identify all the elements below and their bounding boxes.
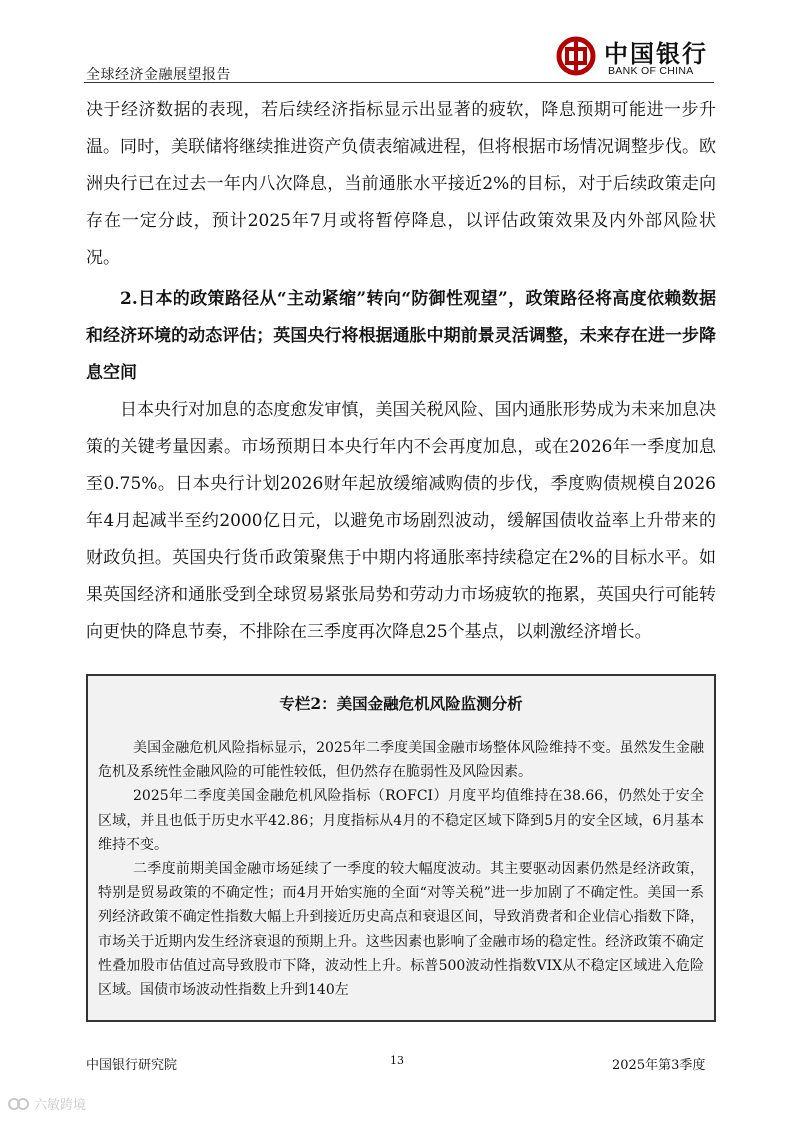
bank-logo [556,34,716,80]
column-paragraph-3: 二季度前期美国金融市场延续了一季度的较大幅度波动。其主要驱动因素仍然是经济政策，特别是贸易政策的不确定性；而4月开始实施的全面“对等关税”进一步加剧了不确定性。美国一系列经济政策不确定性指数大幅上升到接近历史高点和衰退区间，导致消费者和企业信心指数下降，市场关于近期内发生经济衰退的预期上升。这些因素也影响了金融市场的稳定性。经济政策不确定性叠加股市估值过高导致股市下降，波动性上升。标普500波动性指数VIX从不稳定区域进入危险区域。国债市场波动性指数上升到140左 [98,861,704,999]
watermark-logo-icon [8,1096,30,1112]
page-number: 13 [390,1054,404,1067]
column-paragraph-1: 美国金融危机风险指标显示，2025年二季度美国金融市场整体风险维持不变。虽然发生金融危机及系统性金融风险的可能性较低，但仍然存在脆弱性及风险因素。 [98,740,704,781]
watermark-text: 六敏跨境 [34,1097,87,1112]
report-title: 全球经济金融展望报告 [86,67,231,83]
section-heading: 2.日本的政策路径从“主动紧缩”转向“防御性观望”，政策路径将高度依赖数据和经济环境的动态评估；英国央行将根据通胀中期前景灵活调整，未来存在进一步降息空间 [86,289,716,383]
logo-english-name: BANK OF CHINA [608,65,694,77]
column-box [86,674,716,1022]
column-box-content [98,736,704,1002]
main-content [86,92,716,651]
logo-chinese-name: 中国银行 [604,39,708,68]
paragraph-continued: 决于经济数据的表现，若后续经济指标显示出显著的疲软，降息预期可能进一步升温。同时，美联储将继续推进资产负债表缩减进程，但将根据市场情况调整步伐。欧洲央行已在过去一年内八次降息，当前通胀水平接近2%的目标，对于后续政策走向存在一定分歧，预计2025年7月或将暂停降息，以评估政策效果及内外部风险状况。 [86,100,716,268]
footer-institute: 中国银行研究院 [86,1058,178,1073]
header-divider [84,82,714,83]
column-box-title: 专栏2：美国金融危机风险监测分析 [279,694,523,713]
column-paragraph-2: 2025年二季度美国金融危机风险指标（ROFCI）月度平均值维持在38.66，仍然处于安全区域，并且也低于历史水平42.86；月度指标从4月的不稳定区域下降到5月的安全区域，6月基本维持不变。 [98,788,704,853]
paragraph-japan-uk: 日本央行对加息的态度愈发审慎，美国关税风险、国内通胀形势成为未来加息决策的关键考量因素。市场预期日本央行年内不会再度加息，或在2026年一季度加息至0.75%。日本央行计划2026财年起放缓缩减购债的步伐，季度购债规模自2026年4月起减半至约2000亿日元，以避免市场剧烈波动，缓解国债收益率上升带来的财政负担。英国央行货币政策聚焦于中期内将通胀率持续稳定在2%的目标水平。如果英国经济和通胀受到全球贸易紧张局势和劳动力市场疲软的拖累，英国央行可能转向更快的降息节奏，不排除在三季度再次降息25个基点，以刺激经济增长。 [86,400,716,642]
footer-quarter: 2025年第3季度 [612,1058,706,1073]
bank-of-china-emblem-icon [556,36,596,76]
